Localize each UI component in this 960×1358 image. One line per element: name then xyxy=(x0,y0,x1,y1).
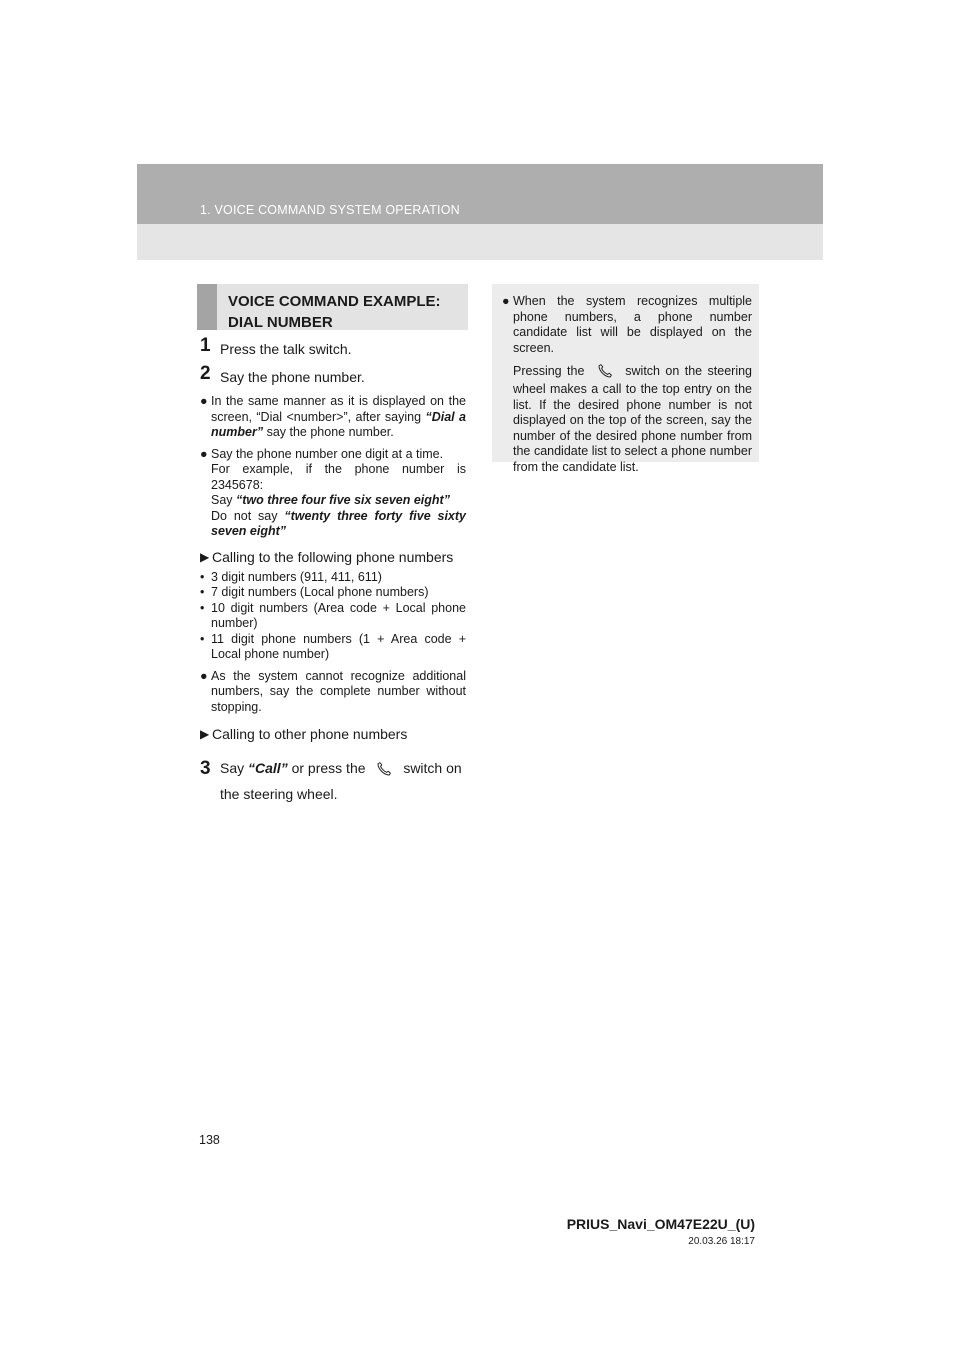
donot-emphasis: “twenty three forty five sixty seven eight” xyxy=(211,508,466,538)
note-box-content xyxy=(502,294,752,475)
bullet-text: As the system cannot recognize additional numbers, say the complete number without stopping. xyxy=(211,668,466,714)
bullet-item xyxy=(200,669,466,716)
list-item-text: 7 digit numbers (Local phone numbers) xyxy=(211,585,429,599)
bullet-icon: ● xyxy=(200,394,208,408)
arrow-item xyxy=(200,725,466,743)
bullet-item xyxy=(200,394,466,441)
step-number: 3 xyxy=(200,758,211,779)
list-item xyxy=(200,570,466,586)
bullet-text: Say the phone number one digit at a time. xyxy=(211,446,444,461)
donot-label: Do not say xyxy=(211,508,285,523)
step-number: 2 xyxy=(200,363,211,384)
list-item xyxy=(200,601,466,632)
note-box xyxy=(492,284,759,474)
number-list xyxy=(200,570,466,663)
bullet-text: For example, if the phone number is 2345678: xyxy=(211,462,466,492)
bullet-text: say the phone number. xyxy=(263,425,394,439)
section-title xyxy=(228,291,441,333)
arrow-text: Calling to the following phone numbers xyxy=(212,548,454,565)
section-heading-bar xyxy=(197,284,217,330)
say-example xyxy=(211,493,466,509)
note-text: Pressing the xyxy=(513,364,585,378)
step-number: 1 xyxy=(200,335,211,356)
dot-icon: • xyxy=(200,600,205,615)
bullet-icon: ● xyxy=(200,446,208,461)
breadcrumb: 1. VOICE COMMAND SYSTEM OPERATION xyxy=(200,203,460,217)
list-item-text: 3 digit numbers (911, 411, 611) xyxy=(211,569,382,584)
step-text: Say the phone number. xyxy=(220,369,365,385)
say-emphasis: “two three four five six seven eight” xyxy=(236,493,450,507)
note-text: switch on the steering wheel makes a call to the top entry on the list. If the desired phone number is not displayed on the top of the screen, say the number of the desired phone number from the candidate list to select a phone number from the candidate list. xyxy=(513,364,753,474)
dot-icon: • xyxy=(200,631,205,646)
step-2 xyxy=(200,363,466,386)
donot-example xyxy=(211,509,466,540)
note-bullet xyxy=(502,294,752,356)
arrow-text: Calling to other phone numbers xyxy=(212,726,408,742)
left-column xyxy=(200,335,466,817)
say-label: Say xyxy=(211,493,237,507)
document-id: PRIUS_Navi_OM47E22U_(U) xyxy=(566,1216,755,1232)
section-title-line1: VOICE COMMAND EXAMPLE: xyxy=(228,293,441,310)
document-date: 20.03.26 18:17 xyxy=(688,1236,755,1247)
arrow-item xyxy=(200,548,466,566)
list-item xyxy=(200,632,466,663)
dot-icon: • xyxy=(200,585,205,599)
list-item xyxy=(200,585,466,601)
page-number: 138 xyxy=(199,1133,220,1147)
step-text: switch on the steering wheel. xyxy=(220,760,462,802)
header-subband xyxy=(137,224,823,260)
phone-icon xyxy=(590,362,620,382)
bullet-icon: ● xyxy=(502,294,510,308)
arrow-icon: ▶ xyxy=(200,727,210,741)
phone-icon xyxy=(369,760,399,780)
note-paragraph xyxy=(502,362,752,475)
bullet-emphasis: “Dial a number” xyxy=(211,409,466,439)
bullet-text: In the same manner as it is displayed on the screen, “Dial <number>”, after saying xyxy=(211,394,466,424)
step-text: or press the xyxy=(287,760,366,776)
note-text: When the system recognizes multiple phone numbers, a phone number candidate list will be displayed on the screen. xyxy=(513,294,752,355)
step-1 xyxy=(200,335,466,358)
dot-icon: • xyxy=(200,569,205,584)
list-item-text: 11 digit phone numbers (1 + Area code + Local phone number) xyxy=(211,631,466,661)
step-3 xyxy=(200,755,466,807)
bullet-item xyxy=(200,447,466,540)
section-heading xyxy=(197,284,468,330)
bullet-icon: ● xyxy=(200,668,208,683)
list-item-text: 10 digit numbers (Area code + Local phone number) xyxy=(211,600,466,630)
step-emphasis: “Call” xyxy=(248,760,288,776)
step-text: Say xyxy=(220,760,249,776)
section-title-line2: DIAL NUMBER xyxy=(228,314,333,331)
arrow-icon: ▶ xyxy=(200,549,210,564)
step-text: Press the talk switch. xyxy=(220,341,352,357)
